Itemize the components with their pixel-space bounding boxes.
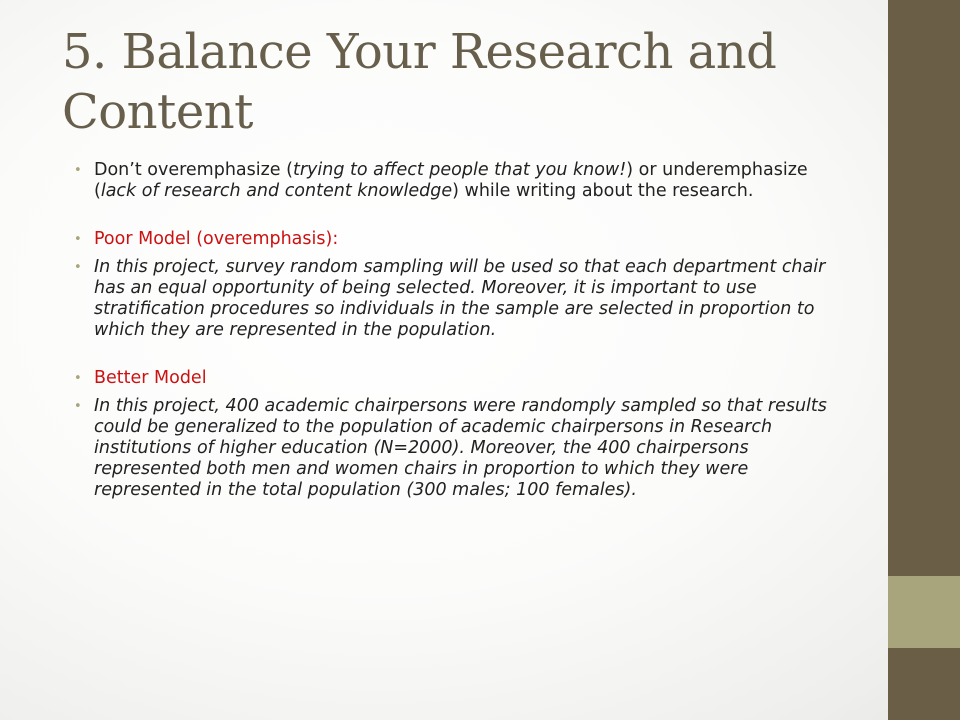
better-model-label: Better Model [94, 368, 207, 388]
poor-model-text: In this project, survey random sampling will be used so that each department chair has an equal opportunity of being selected. Moreover, it is important to use stratification procedures so individuals in the sample are selected in proportion to which they are represented in the population. [94, 257, 826, 340]
bullet-icon: • [74, 399, 82, 414]
side-accent-square [888, 576, 960, 648]
poor-model-label: Poor Model (overemphasis): [94, 229, 339, 249]
bullet-icon: • [74, 163, 82, 178]
bullet-icon: • [74, 232, 82, 247]
bullet-better-model-label [74, 368, 836, 389]
bullet-poor-model-label [74, 229, 836, 250]
bullet-icon: • [74, 371, 82, 386]
bullet-list [74, 160, 836, 501]
better-model-text: In this project, 400 academic chairpersons were randomply sampled so that results could be generalized to the population of academic chairpersons in Research institutions of higher education (N=2000). Moreover, the 400 chairpersons represented both men and women chairs in proportion to which they were represented in the total population (300 males; 100 females). [94, 396, 827, 500]
bullet-emphasis-advice [74, 160, 836, 202]
bullet-icon: • [74, 260, 82, 275]
bullet-better-model-text [74, 396, 836, 501]
bullet-text-italic: lack of research and content knowledge [100, 181, 453, 201]
bullet-text-part: ) while writing about the research. [452, 181, 754, 201]
slide-title: 5. Balance Your Research and Content [62, 24, 777, 140]
bullet-text-part: ) or underemphasize ( [94, 160, 808, 201]
bullet-text-part: Don’t overemphasize ( [94, 160, 293, 180]
bullet-poor-model-text [74, 257, 836, 341]
bullet-text-italic: trying to affect people that you know! [292, 160, 627, 180]
